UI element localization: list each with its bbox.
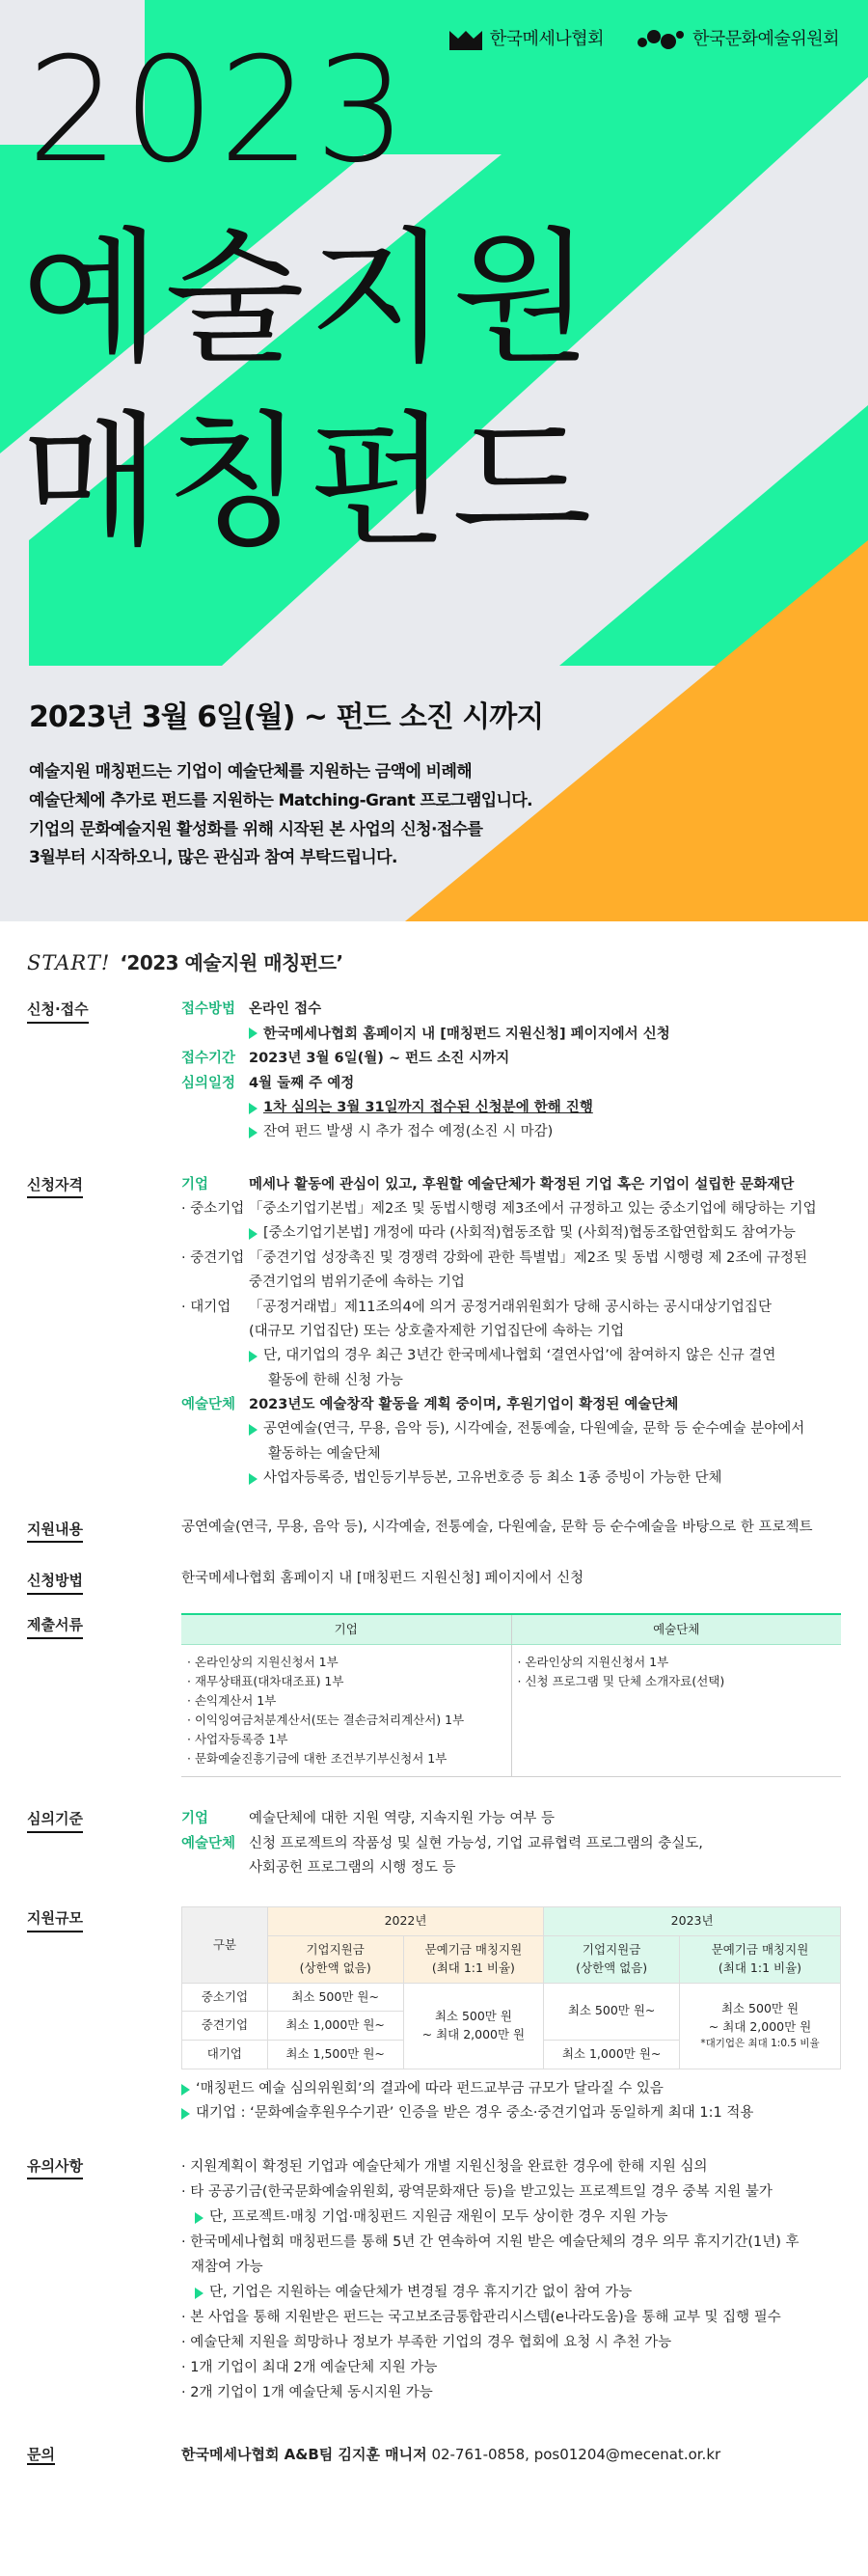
scale-header-2023: 2023년 xyxy=(544,1907,841,1936)
big-value-cont: (대규모 기업집단) 또는 상호출자제한 기업집단에 속하는 기업 xyxy=(249,1323,625,1339)
sme-value: 「중소기업기본법」제2조 및 동법시행령 제3조에서 규정하고 있는 중소기업에 해당하는 기업 xyxy=(249,1201,817,1218)
criteria-art-value-cont: 사회공헌 프로그램의 시행 정도 등 xyxy=(249,1859,456,1876)
row-label-mid: 중견기업 xyxy=(182,2012,268,2041)
note-item: · 한국메세나협회 매칭펀드를 통해 5년 간 연속하여 지원 받은 예술단체의 경우 의무 휴지기간(1년) 후 xyxy=(181,2233,800,2250)
cell-23-match: ~ 최대 2,000만 원 xyxy=(708,2018,812,2034)
method-text: 한국메세나협회 홈페이지 내 [매칭펀드 지원신청] 페이지에서 신청 xyxy=(181,1571,584,1587)
h-match: 문예기금 매칭지원 xyxy=(424,1942,523,1958)
details-section xyxy=(0,948,868,2484)
art-detail: 사업자등록증, 법인등기부등본, 고유번호증 등 최소 1종 증빙이 가능한 단체 xyxy=(263,1470,722,1487)
start-script-text: START! xyxy=(27,951,111,974)
arrow-icon xyxy=(249,1103,258,1114)
note-detail: 단, 기업은 지원하는 예술단체가 변경될 경우 휴지기간 없이 참여 가능 xyxy=(209,2285,633,2301)
scale-note: ‘매칭펀드 예술 심의위원회’의 결과에 따라 펀드교부금 규모가 달라질 수 있음 xyxy=(196,2080,664,2096)
cell-22-match: ~ 최대 2,000만 원 xyxy=(421,2026,526,2042)
note-item: · 2개 기업이 1개 예술단체 동시지원 가능 xyxy=(181,2385,433,2401)
doc-item: · 신청 프로그램 및 단체 소개자료(선택) xyxy=(517,1674,725,1689)
contact-info[interactable]: 02-761-0858, pos01204@mecenat.or.kr xyxy=(431,2445,721,2463)
contact-section xyxy=(27,2445,841,2466)
notes-label: 유의사항 xyxy=(27,2156,83,2180)
sme-detail: [중소기업기본법] 개정에 따라 (사회적)협동조합 및 (사회적)협동조합연합회도 참여가능 xyxy=(263,1225,796,1242)
apply-label: 신청·접수 xyxy=(27,1000,89,1024)
arrow-icon xyxy=(195,2212,203,2224)
criteria-art-key: 예술단체 xyxy=(181,1835,236,1851)
hero-title-line1: 예술지원 xyxy=(21,215,596,383)
content-label: 지원내용 xyxy=(27,1520,83,1544)
hero-intro xyxy=(29,758,532,873)
section-heading xyxy=(27,948,841,977)
hero-year: 2023 xyxy=(27,27,411,195)
cell-22-match: 최소 500만 원 xyxy=(434,2008,512,2023)
h-match-sub: (최대 1:1 비율) xyxy=(431,1959,515,1975)
criteria-section xyxy=(27,1806,841,1880)
contact-name: 한국메세나협회 A&B팀 김지훈 매니저 xyxy=(181,2445,427,2463)
arrow-icon xyxy=(249,1228,258,1240)
method-key: 접수방법 xyxy=(181,1001,236,1018)
art-value: 2023년도 예술창작 활동을 계획 중이며, 후원기업이 확정된 예술단체 xyxy=(249,1397,679,1413)
scale-section xyxy=(27,1905,841,2125)
doc-item: · 손익계산서 1부 xyxy=(187,1693,277,1709)
arrow-icon xyxy=(181,2084,190,2096)
mid-value-cont: 중견기업의 범위기준에 속하는 기업 xyxy=(249,1274,465,1291)
cell-23-match-note: *대기업은 최대 1:0.5 비율 xyxy=(700,2037,820,2049)
intro-line: 3월부터 시작하오니, 많은 관심과 참여 부탁드립니다. xyxy=(29,848,397,868)
review-key: 심의일정 xyxy=(181,1075,236,1091)
intro-line: 예술단체에 추가로 펀드를 지원하는 Matching-Grant 프로그램입니다. xyxy=(29,790,533,810)
review-detail: 1차 심의는 3월 31일까지 접수된 신청분에 한해 진행 xyxy=(263,1099,593,1115)
apply-section xyxy=(27,997,841,1144)
docs-header-art: 예술단체 xyxy=(511,1614,841,1645)
arrow-icon xyxy=(249,1028,258,1039)
art-key: 예술단체 xyxy=(181,1397,236,1413)
cell-22-corp: 최소 1,000만 원~ xyxy=(267,2012,403,2041)
intro-line: 기업의 문화예술지원 활성화를 위해 시작된 본 사업의 신청·접수를 xyxy=(29,819,483,839)
row-label-sme: 중소기업 xyxy=(182,1983,268,2012)
eligibility-label: 신청자격 xyxy=(27,1175,83,1199)
big-value: 「공정거래법」제11조의4에 의거 공정거래위원회가 당해 공시하는 공시대상기업집단 xyxy=(249,1299,772,1315)
note-item: · 1개 기업이 최대 2개 예술단체 지원 가능 xyxy=(181,2360,438,2376)
method-label: 신청방법 xyxy=(27,1571,83,1595)
method-detail: 한국메세나협회 홈페이지 내 [매칭펀드 지원신청] 페이지에서 신청 xyxy=(263,1026,670,1042)
big-detail-cont: 활동에 한해 신청 가능 xyxy=(268,1372,403,1388)
partner-logos xyxy=(449,27,839,52)
sme-key: · 중소기업 xyxy=(181,1201,245,1218)
criteria-art-value: 신청 프로젝트의 작품성 및 실현 가능성, 기업 교류협력 프로그램의 충실도, xyxy=(249,1835,703,1851)
h-corp: 기업지원금 xyxy=(582,1942,641,1958)
content-text: 공연예술(연극, 무용, 음악 등), 시각예술, 전통예술, 다원예술, 문학 등 순수예술을 바탕으로 한 프로젝트 xyxy=(181,1519,813,1535)
intro-line: 예술지원 매칭펀드는 기업이 예술단체를 지원하는 금액에 비례해 xyxy=(29,762,473,781)
mecenat-logo xyxy=(449,27,604,52)
scale-header-2022: 2022년 xyxy=(267,1907,543,1936)
hero-period: 2023년 3월 6일(월) ~ 펀드 소진 시까지 xyxy=(29,700,544,734)
note-item: · 지원계획이 확정된 기업과 예술단체가 개별 지원신청을 완료한 경우에 한해 지원 심의 xyxy=(181,2158,708,2175)
period-value: 2023년 3월 6일(월) ~ 펀드 소진 시까지 xyxy=(249,1051,510,1067)
arrow-icon xyxy=(249,1127,258,1138)
criteria-corp-key: 기업 xyxy=(181,1811,209,1827)
art-detail-cont: 활동하는 예술단체 xyxy=(268,1445,381,1462)
cell-23-corp: 최소 1,000만 원~ xyxy=(544,2041,680,2069)
content-section xyxy=(27,1517,841,1544)
eligibility-section xyxy=(27,1172,841,1492)
note-item: · 타 공공기금(한국문화예술위원회, 광역문화재단 등)을 받고있는 프로젝트일 경우 중복 지원 불가 xyxy=(181,2183,773,2200)
big-detail: 단, 대기업의 경우 최근 3년간 한국메세나협회 ‘결연사업’에 참여하지 않은 신규 결연 xyxy=(263,1348,776,1364)
period-key: 접수기간 xyxy=(181,1051,236,1067)
doc-item: · 이익잉여금처분계산서(또는 결손금처리계산서) 1부 xyxy=(187,1713,465,1728)
mecenat-logo-icon xyxy=(449,29,482,50)
docs-label: 제출서류 xyxy=(27,1615,83,1639)
hero-banner xyxy=(0,0,868,921)
arko-logo-icon xyxy=(637,29,685,50)
cell-23-match: 최소 500만 원 xyxy=(720,2001,800,2016)
cell-23-corp: 최소 500만 원~ xyxy=(544,1983,680,2041)
method-value: 온라인 접수 xyxy=(249,1001,322,1018)
corp-key: 기업 xyxy=(181,1176,209,1192)
big-key: · 대기업 xyxy=(181,1299,231,1315)
scale-header-gubun: 구분 xyxy=(182,1907,268,1983)
note-item-cont: 재참여 가능 xyxy=(191,2259,263,2275)
row-label-big: 대기업 xyxy=(182,2041,268,2069)
section-title: ‘2023 예술지원 매칭펀드’ xyxy=(120,951,343,974)
arrow-icon xyxy=(249,1351,258,1362)
mecenat-logo-text: 한국메세나협회 xyxy=(489,29,604,49)
docs-section xyxy=(27,1612,841,1777)
mid-key: · 중견기업 xyxy=(181,1249,245,1266)
notes-section xyxy=(27,2153,841,2406)
doc-item: · 문화예술진흥기금에 대한 조건부기부신청서 1부 xyxy=(187,1751,448,1767)
doc-item: · 온라인상의 지원신청서 1부 xyxy=(187,1655,339,1670)
art-detail: 공연예술(연극, 무용, 음악 등), 시각예술, 전통예술, 다원예술, 문학 등 순수예술 분야에서 xyxy=(263,1421,805,1438)
h-corp: 기업지원금 xyxy=(306,1942,365,1958)
arrow-icon xyxy=(249,1424,258,1436)
h-corp-sub: (상한액 없음) xyxy=(299,1959,371,1975)
criteria-corp-value: 예술단체에 대한 지원 역량, 지속지원 가능 여부 등 xyxy=(249,1811,556,1827)
contact-label: 문의 xyxy=(27,2445,55,2463)
arrow-icon xyxy=(181,2108,190,2120)
h-match: 문예기금 매칭지원 xyxy=(711,1942,809,1958)
arko-logo-text: 한국문화예술위원회 xyxy=(692,29,839,49)
review-value: 4월 둘째 주 예정 xyxy=(249,1075,355,1091)
scale-note: 대기업 : ‘문화예술후원우수기관’ 인증을 받은 경우 중소·중견기업과 동일하게 최대 1:1 적용 xyxy=(196,2105,754,2122)
note-detail: 단, 프로젝트·매칭 기업·매칭펀드 지원금 재원이 모두 상이한 경우 지원 가능 xyxy=(209,2208,668,2225)
docs-table xyxy=(181,1613,841,1777)
scale-table xyxy=(181,1906,841,2069)
arrow-icon xyxy=(195,2288,203,2299)
review-detail: 잔여 펀드 발생 시 추가 접수 예정(소진 시 마감) xyxy=(263,1124,554,1140)
doc-item: · 온라인상의 지원신청서 1부 xyxy=(517,1655,669,1670)
docs-header-corp: 기업 xyxy=(181,1614,511,1645)
arko-logo xyxy=(637,27,839,52)
cell-22-corp: 최소 500만 원~ xyxy=(267,1983,403,2012)
criteria-label: 심의기준 xyxy=(27,1809,83,1833)
doc-item: · 재무상태표(대차대조표) 1부 xyxy=(187,1674,344,1689)
arrow-icon xyxy=(249,1473,258,1485)
hero-title-line2: 매칭펀드 xyxy=(21,398,596,566)
corp-value: 메세나 활동에 관심이 있고, 후원할 예술단체가 확정된 기업 혹은 기업이 설립한 문화재단 xyxy=(249,1176,795,1192)
cell-22-corp: 최소 1,500만 원~ xyxy=(267,2041,403,2069)
method-section xyxy=(27,1568,841,1595)
h-match-sub: (최대 1:1 비율) xyxy=(718,1959,802,1975)
doc-item: · 사업자등록증 1부 xyxy=(187,1732,288,1747)
mid-value: 「중견기업 성장촉진 및 경쟁력 강화에 관한 특별법」제2조 및 동법 시행령 제 2조에 규정된 xyxy=(249,1249,807,1266)
h-corp-sub: (상한액 없음) xyxy=(576,1959,648,1975)
note-item: · 예술단체 지원을 희망하나 정보가 부족한 기업의 경우 협회에 요청 시 추천 가능 xyxy=(181,2335,672,2351)
note-item: · 본 사업을 통해 지원받은 펀드는 국고보조금통합관리시스템(e나라도움)을 통해 교부 및 집행 필수 xyxy=(181,2310,781,2326)
scale-label: 지원규모 xyxy=(27,1908,83,1932)
